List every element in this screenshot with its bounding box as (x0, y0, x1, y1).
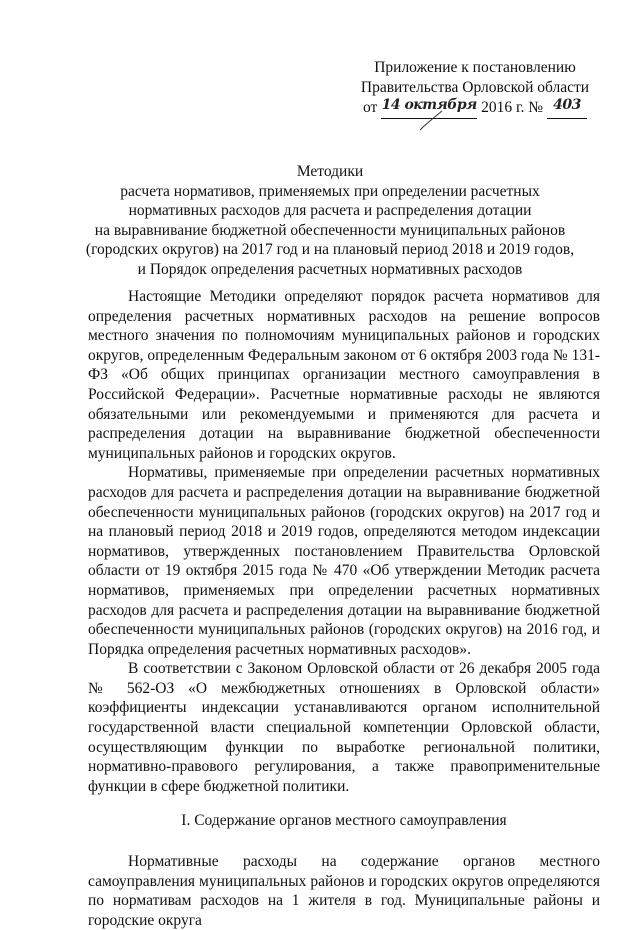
appendix-line-2: Правительства Орловской области (360, 79, 590, 96)
handwritten-number: 403 (553, 97, 581, 113)
title-line: (городских округов) на 2017 год и на плановый период 2018 и 2019 годов, (85, 241, 575, 258)
title-line: нормативных расходов для расчета и распределения дотации (128, 202, 532, 219)
date-prefix: от (363, 99, 378, 116)
body-paragraph: В соответствии с Законом Орловской области от 26 декабря 2005 года № 562-ОЗ «О межбюджетных отношениях в Орловской области» коэффициенты индексации устанавливаются органом исполнительной государственной власти специальной компетенции Орловской области, осуществляющим функции по выработке региональной политики, нормативно-правового регулирования, а также правоприменительные функции в сфере бюджетной политики. (88, 660, 600, 795)
document-title (60, 162, 600, 279)
title-heading: Методики (296, 163, 364, 180)
pen-stroke-mark (412, 110, 452, 132)
body-paragraph: Нормативы, применяемые при определении расчетных нормативных расходов для расчета и распределения дотации на выравнивание бюджетной обеспеченности муниципальных районов (городских округов) на 2017 год и на плановый период 2018 и 2019 годов, определяются методом индексации нормативов, утвержденных постановлением Правительства Орловской области от 19 октября 2015 года № 470 «Об утверждении Методик расчета нормативов, применяемых при определении расчетных нормативных расходов для расчета и распределения дотации на выравнивание бюджетной обеспеченности муниципальных районов (городских округов) на 2016 год, и Порядка определения расчетных нормативных расходов». (88, 464, 600, 658)
document-body (88, 287, 600, 930)
date-year: 2016 г. № (481, 99, 544, 116)
appendix-date-row (345, 98, 605, 119)
appendix-line-1: Приложение к постановлению (374, 59, 576, 76)
body-paragraph: Настоящие Методики определяют порядок расчета нормативов для определения расчетных нормативных расходов на решение вопросов местного значения по полномочиям муниципальных районов и городских округов, определенным Федеральным законом от 6 октября 2003 года № 131-ФЗ «Об общих принципах организации местного самоуправления в Российской Федерации». Расчетные нормативные расходы не являются обязательными или рекомендуемыми и применяются для расчета и распределения дотации на выравнивание бюджетной обеспеченности муниципальных районов и городских округов. (88, 288, 600, 462)
appendix-header (345, 58, 605, 119)
section-paragraph: Нормативные расходы на содержание органов местного самоуправления муниципальных районов и городских округов определяются по нормативам расходов на 1 жителя в год. Муниципальные районы и городские округа (88, 853, 600, 929)
handwritten-date: 14 октября (381, 97, 477, 113)
section-heading: I. Содержание органов местного самоуправления (181, 812, 507, 830)
title-line: на выравнивание бюджетной обеспеченности муниципальных районов (94, 221, 566, 239)
title-line: и Порядок определения расчетных нормативных расходов (137, 260, 523, 278)
number-field (547, 98, 587, 119)
title-line: расчета нормативов, применяемых при определении расчетных (120, 182, 540, 200)
